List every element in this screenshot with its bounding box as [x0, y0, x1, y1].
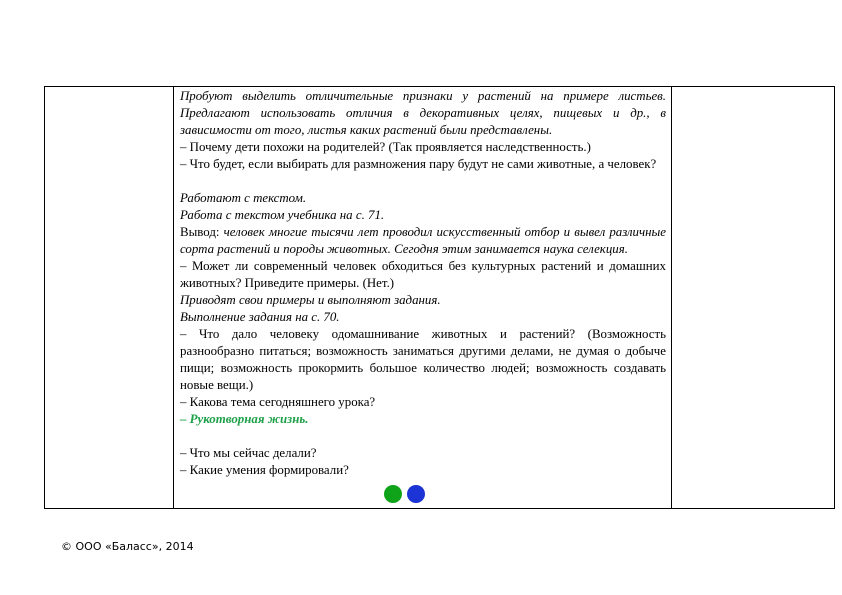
textbook-task-70: Выполнение задания на с. 70.: [180, 310, 340, 324]
results-cell: [672, 87, 835, 509]
blue-circle-icon: [407, 485, 425, 503]
copyright-footer: © ООО «Баласс», 2014: [61, 540, 194, 553]
question-modern-human: – Может ли современный человек обходиться без культурных растений и домашних животных? Приведите примеры. (Нет.): [180, 259, 666, 290]
green-circle-icon: [384, 485, 402, 503]
spacer: [180, 173, 666, 190]
conclusion-text: человек многие тысячи лет проводил искусственный отбор и вывел различные сорта растений и породы животных. Сегодня этим занимается наука селекция.: [180, 225, 666, 256]
student-activity-examples: Приводят свои примеры и выполняют задания.: [180, 293, 441, 307]
self-assessment-dots: [384, 485, 425, 505]
question-skills: – Какие умения формировали?: [180, 463, 349, 477]
activity-content: [174, 87, 671, 479]
question-what-did: – Что мы сейчас делали?: [180, 446, 317, 460]
textbook-task: Работа с текстом учебника на с. 71.: [180, 208, 385, 222]
conclusion-label: Вывод:: [180, 225, 220, 239]
conclusion: [180, 224, 666, 258]
question-domestication: – Что дало человеку одомашнивание животных и растений? (Возможность разнообразно питаться; возможность заниматься другими делами, не думая о добыче пищи; возможность прокормить большое количество людей; возможность создавать новые вещи.): [180, 327, 666, 392]
question-selection: – Что будет, если выбирать для размножения пару будут не сами животные, а человек?: [180, 157, 657, 171]
question-heredity: – Почему дети похожи на родителей? (Так проявляется наследственность.): [180, 140, 591, 154]
stage-cell: [45, 87, 174, 509]
table-row: [45, 87, 835, 509]
student-activity-leaves: Пробуют выделить отличительные признаки у растений на примере листьев. Предлагают использовать отличия в декоративных целях, пищевых и др., в зависимости от того, листья каких растений были представлены.: [180, 89, 666, 137]
activity-cell: [174, 87, 672, 509]
lesson-topic-answer: – Рукотворная жизнь.: [180, 412, 309, 426]
question-lesson-topic: – Какова тема сегодняшнего урока?: [180, 395, 376, 409]
spacer: [180, 428, 666, 445]
lesson-table: [44, 86, 835, 509]
student-activity-text: Работают с текстом.: [180, 191, 307, 205]
